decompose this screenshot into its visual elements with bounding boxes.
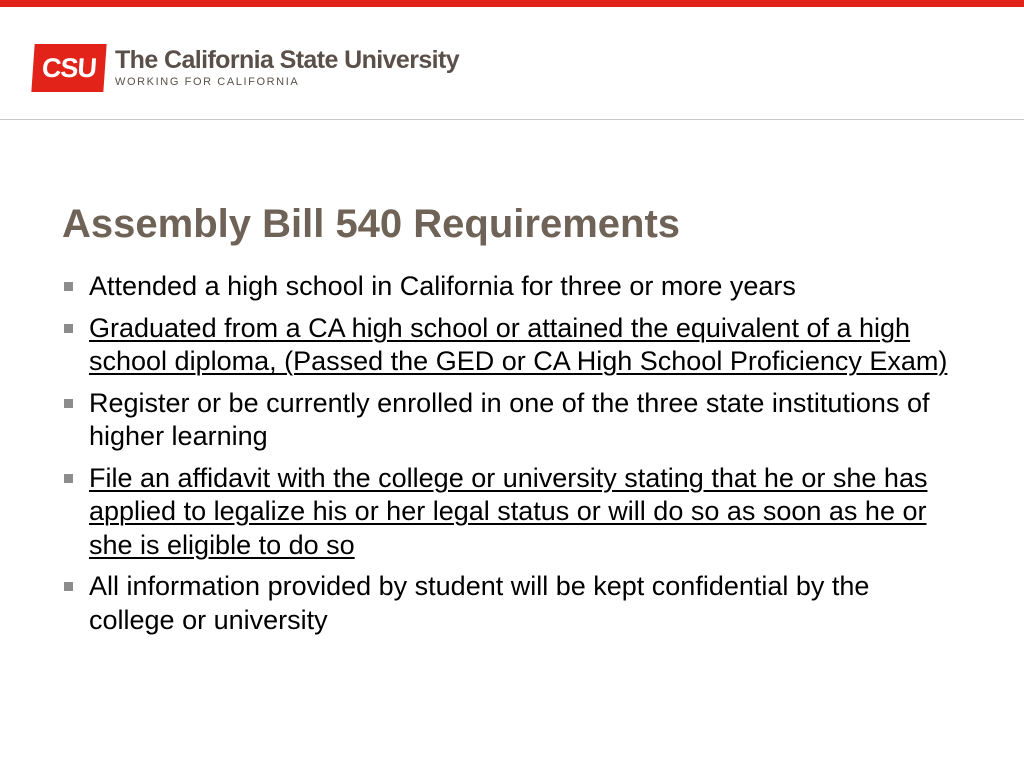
bullet-list <box>62 270 962 645</box>
logo-university-name: The California State University <box>115 46 459 74</box>
logo-tagline: WORKING FOR CALIFORNIA <box>115 76 300 88</box>
top-accent-bar <box>0 0 1024 7</box>
csu-logo <box>33 44 459 92</box>
bullet-text: File an affidavit with the college or university stating that he or she has applied to legalize his or her legal status or will do so as soon as he or she is eligible to do so <box>89 462 928 560</box>
bullet-item <box>62 312 962 379</box>
bullet-text: Graduated from a CA high school or attained the equivalent of a high school diploma, (Passed the GED or CA High School Proficiency Exam) <box>89 312 948 376</box>
slide-title: Assembly Bill 540 Requirements <box>62 202 681 246</box>
bullet-text: Attended a high school in California for three or more years <box>89 271 796 301</box>
square-bullet-icon <box>64 399 73 408</box>
bullet-item <box>62 270 962 304</box>
bullet-item <box>62 462 962 563</box>
header-divider <box>0 119 1024 120</box>
csu-logo-mark: CSU <box>31 44 106 92</box>
square-bullet-icon <box>64 324 73 333</box>
csu-logo-text <box>115 47 459 89</box>
bullet-text: All information provided by student will be kept confidential by the college or university <box>89 571 870 635</box>
square-bullet-icon <box>64 474 73 483</box>
bullet-item <box>62 570 962 637</box>
square-bullet-icon <box>64 582 73 591</box>
bullet-item <box>62 387 962 454</box>
square-bullet-icon <box>64 282 73 291</box>
bullet-text: Register or be currently enrolled in one of the three state institutions of higher learning <box>89 387 930 451</box>
